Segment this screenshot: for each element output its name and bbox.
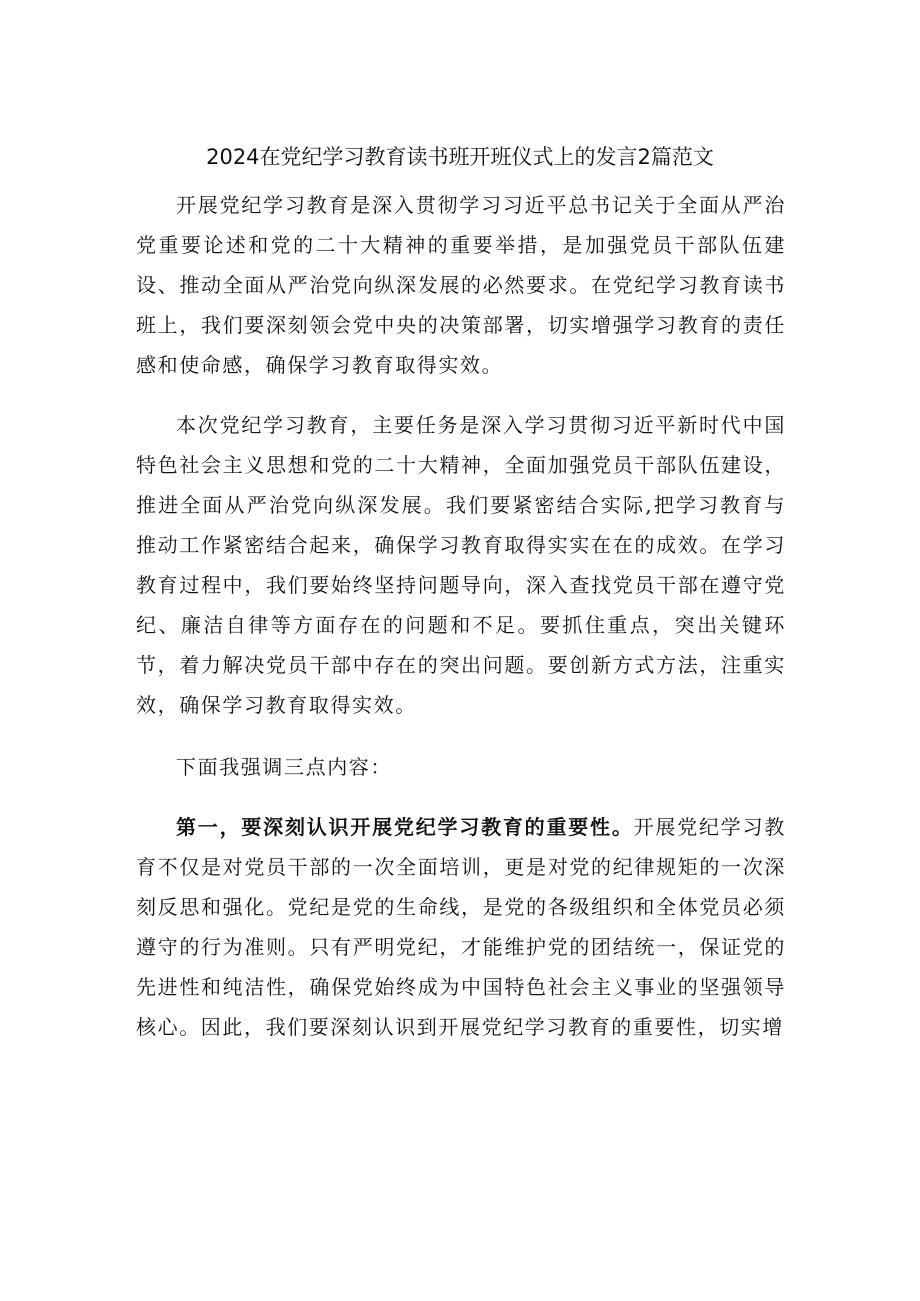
paragraph-2-text: 本次党纪学习教育，主要任务是深入学习贯彻习近平新时代中国特色社会主义思想和党的二十大精神，全面加强党员干部队伍建设，推进全面从严治党向纵深发展。我们要紧密结合实际,把学习教育与推动工作紧密结合起来，确保学习教育取得实实在在的成效。在学习教育过程中，我们要始终坚持问题导向，深入查找党员干部在遵守党纪、廉洁自律等方面存在的问题和不足。要抓住重点，突出关键环节，着力解决党员干部中存在的突出问题。要创新方式方法，注重实效，确保学习教育取得实效。: [136, 413, 786, 717]
paragraph-1-text: 开展党纪学习教育是深入贯彻学习习近平总书记关于全面从严治党重要论述和党的二十大精神的重要举措，是加强党员干部队伍建设、推动全面从严治党向纵深发展的必然要求。在党纪学习教育读书班上，我们要深刻领会党中央的决策部署，切实增强学习教育的责任感和使命感，确保学习教育取得实效。: [136, 193, 786, 377]
document-title: 2024在党纪学习教育读书班开班仪式上的发言2篇范文: [206, 145, 714, 169]
paragraph-3: [136, 747, 786, 787]
paragraph-3-text: 下面我强调三点内容：: [176, 755, 392, 779]
paragraph-2: [136, 405, 786, 725]
paragraph-4: [136, 807, 786, 1047]
paragraph-4-lead: 第一，要深刻认识开展党纪学习教育的重要性。: [176, 815, 634, 839]
document-body: [136, 185, 786, 1047]
paragraph-1: [136, 185, 786, 385]
paragraph-4-text: 开展党纪学习教育不仅是对党员干部的一次全面培训，更是对党的纪律规矩的一次深刻反思和强化。党纪是党的生命线，是党的各级组织和全体党员必须遵守的行为准则。只有严明党纪，才能维护党的团结统一，保证党的先进性和纯洁性，确保党始终成为中国特色社会主义事业的坚强领导核心。因此，我们要深刻认识到开展党纪学习教育的重要性，切实增: [136, 815, 786, 1039]
